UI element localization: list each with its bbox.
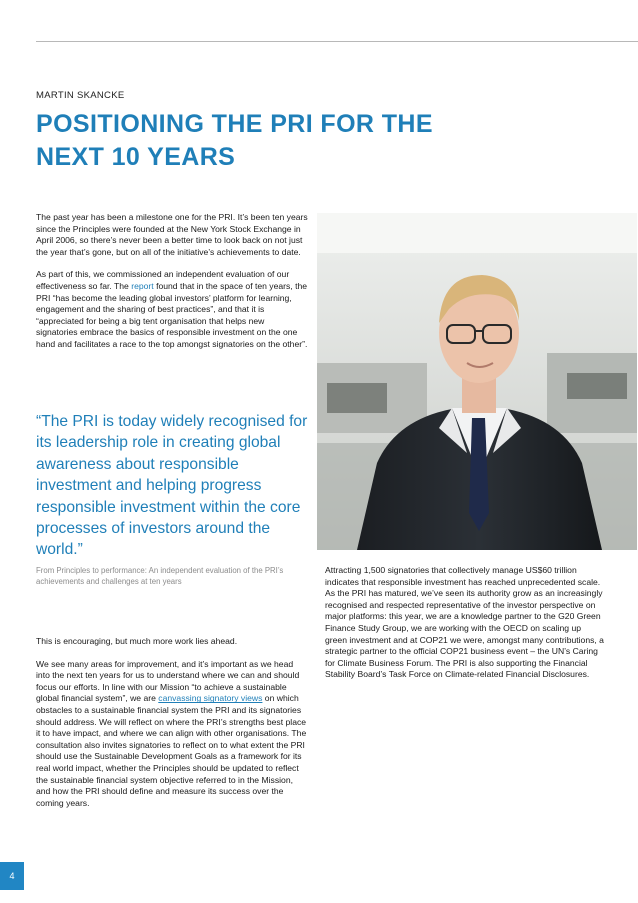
author-portrait-photo	[317, 213, 637, 550]
body-paragraph-2-end: on which obstacles to a sustainable financial system the PRI and its signatories should address. We will reflect on where the PRI’s strengths best place it to have impact, and where we can align with other organisations. The consultation also invites signatories to reflect on to what extent the PRI should use the Sustainable Development Goals as a framework for its real world impact, whether the Principles should be updated to reflect the sustainable financial system objective referred to in the Mission, and how the PRI should define and measure its success over the coming years.	[36, 693, 307, 808]
top-divider	[36, 41, 638, 42]
intro-paragraph-1: The past year has been a milestone one for the PRI. It’s been ten years since the Principles were founded at the New York Stock Exchange in April 2006, so there’s never been a better time to look back on not just the year that’s gone, but on all of the initiative’s achievements to date.	[36, 212, 308, 257]
intro-paragraph-2-end: found that in the space of ten years, the PRI “has become the leading global investors’ platform for learning, engagement and the sharing of best practices”, and that it is “appreciated for being a big tent organisation that helps new signatories embrace the basics of responsible investment on the one hand and facilitates a race to the top amongst signatories on the other”.	[36, 280, 308, 349]
body-column-right	[325, 565, 605, 692]
quote-source: From Principles to performance: An independent evaluation of the PRI’s achievements and challenges at ten years	[36, 566, 284, 586]
portrait-illustration	[317, 213, 637, 550]
intro-paragraph-2	[36, 269, 308, 350]
body-column-left	[36, 636, 308, 820]
title-line-2: NEXT 10 YEARS	[36, 143, 236, 171]
page-number-badge: 4	[0, 862, 24, 890]
author-name: MARTIN SKANCKE	[36, 90, 125, 101]
title-line-1: POSITIONING THE PRI FOR THE	[36, 110, 433, 138]
right-paragraph-1: Attracting 1,500 signatories that collectively manage US$60 trillion indicates that responsible investment has reached unprecedented scale. As the PRI has matured, we’ve seen its authority grow as an increasingly recognised and respected representative of the investor perspective on major platforms: this year, we are a knowledge partner to the G20 Green Finance Study Group, we are working with the OECD on scaling up green investment and at COP21 we were, amongst many contributions, a strategic partner to the official COP21 business event – the UN’s Caring for Climate Business Forum. The PRI is also supporting the Financial Stability Board’s Task Force on Climate-related Financial Disclosures.	[325, 565, 604, 680]
canvassing-views-link[interactable]: canvassing signatory views	[158, 693, 263, 704]
body-paragraph-2	[36, 659, 308, 810]
pull-quote: “The PRI is today widely recognised for its leadership role in creating global awareness about responsible investment and helping progress responsible investment within the core processes of investors around the world.”	[36, 413, 308, 559]
intro-paragraph-2-start: As part of this, we commissioned an independent evaluation of our effectiveness so far. The	[36, 269, 290, 291]
body-paragraph-1: This is encouraging, but much more work lies ahead.	[36, 636, 238, 646]
body-paragraph-2-start: We see many areas for improvement, and it’s important as we head into the next ten years for us to understand where we can and should focus our efforts. In line with our Mission “to achieve a sustainable global financial system”, we are	[36, 658, 300, 704]
intro-column	[36, 212, 308, 362]
report-link[interactable]: report	[131, 280, 154, 291]
page-title	[36, 108, 536, 174]
